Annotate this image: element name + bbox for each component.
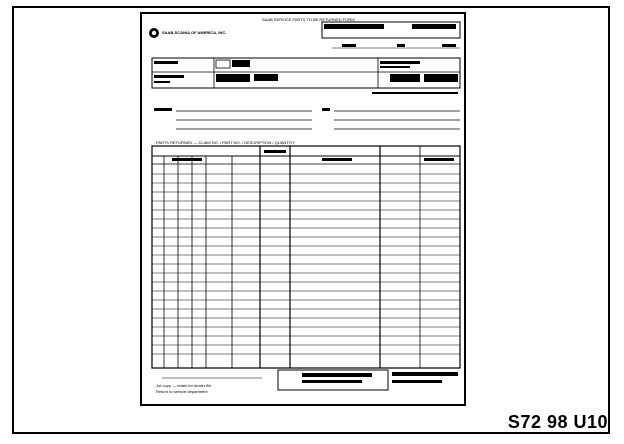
footer-note-2: Return to service department xyxy=(156,389,208,394)
footer-note: 1st copy — retain for dealer file xyxy=(156,383,212,388)
parts-table xyxy=(152,146,460,368)
form-drawing xyxy=(142,14,464,404)
figure-reference-code: S72 98 U10 xyxy=(507,412,608,432)
form-sheet xyxy=(140,12,466,406)
company-line: SAAB-SCANIA OF AMERICA, INC. xyxy=(162,30,227,35)
table-heading: PARTS RETURNED — CLAIM NO. / PART NO. / DESCRIPTION / QUANTITY xyxy=(156,140,295,145)
saab-logo-icon xyxy=(149,28,159,38)
form-heading: SAAB SERVICE PARTS TO BE RETURNED FORM xyxy=(262,17,355,22)
